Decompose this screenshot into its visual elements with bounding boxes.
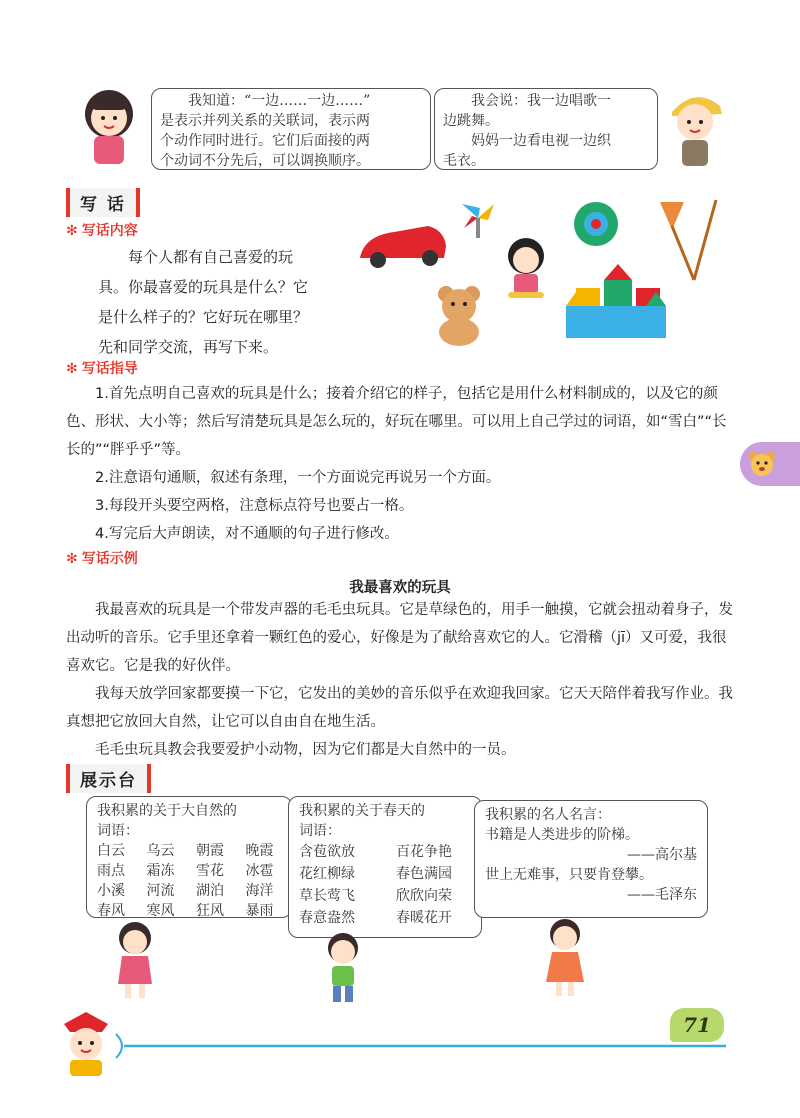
- word: 含苞欲放: [299, 844, 355, 860]
- knowledge-bubble: [151, 88, 431, 170]
- section-title-writing: 写 话: [66, 188, 140, 217]
- word: 百花争艳: [396, 844, 452, 860]
- guide-item: 1.首先点明自己喜欢的玩具是什么；接着介绍它的样子，包括它是用什么材料制成的，以及它的颜色、形状、大小等；然后写清楚玩具是怎么玩的，好玩在哪里。可以用上自己学过的词语，如“雪白”“长长的”“胖乎乎”等。: [66, 386, 727, 458]
- quotes-box: [474, 800, 708, 918]
- page-number: 71: [683, 1013, 711, 1037]
- doll-on-swing-icon: [508, 238, 544, 298]
- bubble-line: 是表示并列关系的关联词，表示两: [160, 113, 370, 129]
- content-line: 具。你最喜爱的玩具是什么？它: [98, 278, 309, 296]
- guide-item: 3.每段开头要空两格，注意标点符号也要占一格。: [95, 498, 414, 514]
- word: 小溪: [97, 883, 125, 899]
- toy-car-icon: [360, 226, 446, 268]
- bubble-line: 个动词不分先后，可以调换顺序。: [160, 153, 370, 169]
- word: 海洋: [245, 883, 274, 899]
- box-heading-line: 词语：: [97, 823, 139, 839]
- asterisk-icon: ✻: [66, 551, 78, 567]
- word: 春暖花开: [396, 910, 452, 926]
- word: 春风: [97, 903, 125, 919]
- yoyo-icon: [574, 202, 618, 246]
- example-essay: [66, 596, 734, 764]
- content-line: 先和同学交流，再写下来。: [98, 338, 279, 356]
- asterisk-icon: ✻: [66, 223, 78, 239]
- chapter-side-tab: [740, 442, 800, 486]
- girl-presenter-icon: [110, 920, 160, 1000]
- box-heading-line: 我积累的关于大自然的: [97, 803, 237, 819]
- word: 花红柳绿: [299, 866, 355, 882]
- word-grid: [299, 841, 471, 929]
- asterisk-icon: ✻: [66, 361, 78, 377]
- content-line: 每个人都有自己喜爱的玩: [128, 248, 294, 266]
- essay-paragraph: 毛毛虫玩具教会我要爱护小动物，因为它们都是大自然中的一员。: [95, 742, 516, 758]
- footer-line: [110, 1030, 730, 1060]
- quote-author: ——高尔基: [627, 847, 697, 863]
- word: 霜冻: [146, 863, 175, 879]
- section-title-show: 展示台: [66, 764, 151, 793]
- word: 寒风: [146, 903, 175, 919]
- essay-paragraph: 我每天放学回家都要摸一下它，它发出的美妙的音乐似乎在欢迎我回家。它天天陪伴着我写作业。我真想把它放回大自然，让它可以自由自在地生活。: [66, 686, 733, 730]
- boy-character-icon: [660, 86, 730, 168]
- box-heading-line: 我积累的名人名言：: [485, 807, 611, 823]
- quote-author: ——毛泽东: [627, 887, 697, 903]
- speaking-bubble: [434, 88, 658, 170]
- building-blocks-icon: [566, 264, 666, 338]
- spinning-top-icon: [660, 200, 716, 280]
- box-heading-line: 词语：: [299, 823, 341, 839]
- box-heading-line: 我积累的关于春天的: [299, 803, 425, 819]
- page-number-badge: [670, 1008, 724, 1042]
- word: 雪花: [196, 863, 224, 879]
- boy-presenter-icon: [318, 932, 368, 1004]
- bubble-line: 个动作同时进行。它们后面接的两: [160, 133, 370, 149]
- word: 春色满园: [396, 866, 452, 882]
- quote-text: 世上无难事，只要肯登攀。: [485, 867, 653, 883]
- word: 春意盎然: [299, 910, 355, 926]
- nature-words-box: [86, 796, 292, 918]
- word: 狂风: [196, 903, 224, 919]
- word: 冰雹: [245, 863, 274, 879]
- word: 雨点: [97, 863, 125, 879]
- example-heading: ✻ 写话示例: [66, 551, 138, 567]
- bubble-line: 毛衣。: [443, 153, 485, 169]
- word: 欣欣向荣: [396, 888, 452, 904]
- bubble-line: 边跳舞。: [443, 113, 499, 129]
- bubble-line: 我知道：“一边……一边……”: [188, 93, 371, 109]
- content-paragraph: [98, 242, 362, 362]
- word: 暴雨: [245, 903, 274, 919]
- essay-paragraph: 我最喜欢的玩具是一个带发声器的毛毛虫玩具。它是草绿色的，用手一触摸，它就会扭动着身子，发出动听的音乐。它手里还拿着一颗红色的爱心，好像是为了献给喜欢它的人。它滑稽（jī）又可爱，我很喜欢它。它是我的好伙伴。: [66, 602, 733, 674]
- content-line: 是什么样子的？它好玩在哪里？: [98, 308, 309, 326]
- toys-illustration: [354, 196, 724, 346]
- girl-character-icon: [74, 84, 144, 166]
- example-title: 我最喜欢的玩具: [349, 580, 451, 596]
- guide-heading: ✻ 写话指导: [66, 361, 138, 377]
- guide-list: [66, 380, 734, 548]
- guide-item: 2.注意语句通顺，叙述有条理，一个方面说完再说另一个方面。: [95, 470, 501, 486]
- word: 湖泊: [196, 883, 224, 899]
- pinwheel-icon: [462, 204, 494, 238]
- teddy-bear-icon: [438, 286, 480, 346]
- bear-face-icon: [748, 450, 776, 478]
- word: 乌云: [146, 843, 175, 859]
- bubble-line: 我会说：我一边唱歌一: [471, 93, 611, 109]
- word: 朝霞: [196, 843, 224, 859]
- word: 晚霞: [245, 843, 274, 859]
- word-grid: [97, 841, 281, 921]
- spring-words-box: [288, 796, 482, 938]
- word: 草长莺飞: [299, 888, 355, 904]
- quote-text: 书籍是人类进步的阶梯。: [485, 827, 639, 843]
- content-heading: ✻ 写话内容: [66, 223, 138, 239]
- girl-speaker-icon: [540, 916, 590, 998]
- word: 白云: [97, 843, 125, 859]
- word: 河流: [146, 883, 175, 899]
- guide-item: 4.写完后大声朗读，对不通顺的句子进行修改。: [95, 526, 399, 542]
- bubble-line: 妈妈一边看电视一边织: [471, 133, 611, 149]
